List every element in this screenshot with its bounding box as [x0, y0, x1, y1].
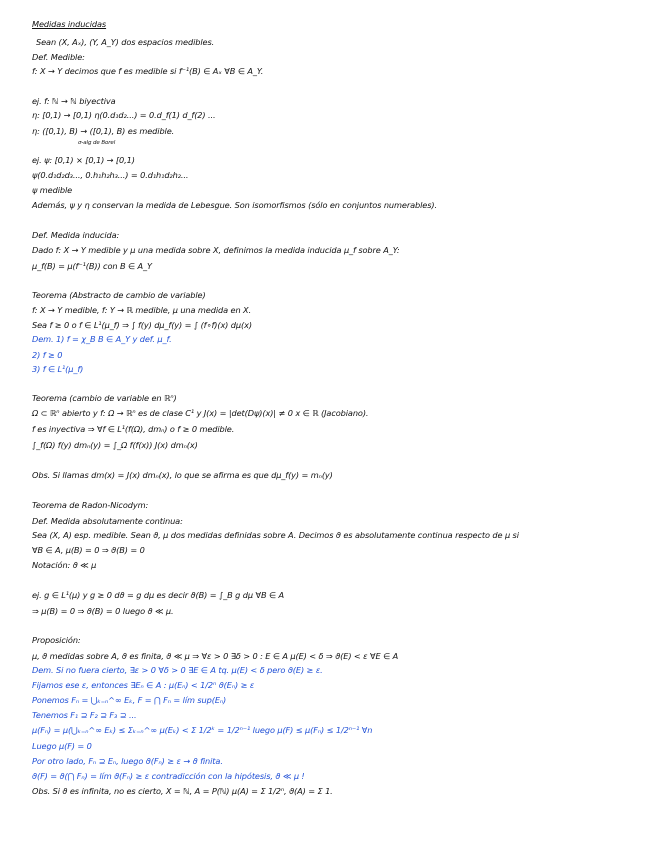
note-line: μ, ϑ medidas sobre A, ϑ es finita, ϑ ≪ μ ⇒ ∀ε > 0 ∃δ > 0 : E ∈ A μ(E) < δ ⇒ ϑ(E) < ε ∀E ∈ A — [32, 651, 399, 661]
note-line: ej. f: ℕ → ℕ biyectiva — [32, 96, 116, 106]
note-line: Teorema (cambio de variable en ℝⁿ) — [32, 393, 177, 403]
note-line: ψ medible — [32, 185, 73, 195]
note-line: Además, ψ y η conservan la medida de Lebesgue. Son isomorfismos (sólo en conjuntos numerables). — [32, 200, 437, 210]
note-line: ϑ(F) = ϑ(⋂ Fₙ) = lím ϑ(Fₙ) ≥ ε contradicción con la hipótesis, ϑ ≪ μ ! — [32, 771, 305, 781]
note-line: Def. Medible: — [32, 52, 85, 62]
note-line: Por otro lado, Fₙ ⊇ Eₙ, luego ϑ(Fₙ) ≥ ε → ϑ finita. — [32, 756, 223, 766]
note-line: Teorema de Radon-Nicodym: — [32, 500, 149, 510]
note-line: Obs. Si ϑ es infinita, no es cierto, X = ℕ, A = P(ℕ) μ(A) = Σ 1/2ⁿ, ϑ(A) = Σ 1. — [32, 786, 333, 796]
note-line: Sea f ≥ 0 o f ∈ L¹(μ_f) ⇒ ∫ f(y) dμ_f(y) = ∫ (f∘f)(x) dμ(x) — [32, 320, 252, 330]
note-line: Dado f: X → Y medible y μ una medida sobre X, definimos la medida inducida μ_f sobre A_Y: — [32, 245, 400, 255]
note-line: Def. Medida absolutamente continua: — [32, 516, 183, 526]
note-line: Notación: ϑ ≪ μ — [32, 560, 97, 570]
note-line: f es inyectiva ⇒ ∀f ∈ L¹(f(Ω), dmₙ) o f ≥ 0 medible. — [32, 424, 235, 434]
note-line: ⇒ μ(B) = 0 ⇒ ϑ(B) = 0 luego ϑ ≪ μ. — [32, 606, 174, 616]
note-line: Proposición: — [32, 635, 81, 645]
note-line: Fijamos ese ε, entonces ∃Eₙ ∈ A : μ(Eₙ) < 1/2ⁿ ϑ(Eₙ) ≥ ε — [32, 680, 255, 690]
note-line: Sea (X, A) esp. medible. Sean ϑ, μ dos medidas definidas sobre A. Decimos ϑ es absolutamente continua respecto de μ si — [32, 530, 519, 540]
note-line: f: X → Y decimos que f es medible si f⁻¹(B) ∈ Aₓ ∀B ∈ A_Y. — [32, 66, 264, 76]
note-line: Ponemos Fₙ = ⋃ₖ₌ₙ^∞ Eₖ, F = ⋂ Fₙ = lím sup(Eₙ) — [32, 695, 227, 705]
note-line: σ-alg de Borel — [78, 140, 116, 146]
note-line: Sean (X, Aₓ), (Y, A_Y) dos espacios medibles. — [36, 37, 215, 47]
note-line: ej. g ∈ L¹(μ) y g ≥ 0 dϑ = g dμ es decir ϑ(B) = ∫_B g dμ ∀B ∈ A — [32, 590, 285, 600]
note-line: Teorema (Abstracto de cambio de variable) — [32, 290, 206, 300]
note-line: η: [0,1) → [0,1) η(0.d₁d₂...) = 0.d_f(1) d_f(2) ... — [32, 110, 216, 120]
note-line: Luego μ(F) = 0 — [32, 741, 92, 751]
note-line: 2) f ≥ 0 — [32, 350, 63, 360]
note-line: η: ([0,1), B) → ([0,1), B) es medible. — [32, 126, 175, 136]
note-line: 3) f ∈ L¹(μ_f) — [32, 364, 84, 374]
note-line: f: X → Y medible, f: Y → ℝ medible, μ una medida en X. — [32, 305, 252, 315]
note-line: Obs. Si llamas dm(x) = J(x) dmₙ(x), lo que se afirma es que dμ_f(y) = mₙ(y) — [32, 470, 333, 480]
note-line: Dem. 1) f = χ_B B ∈ A_Y y def. μ_f. — [32, 334, 172, 344]
note-line: μ_f(B) = μ(f⁻¹(B)) con B ∈ A_Y — [32, 261, 152, 271]
note-line: Medidas inducidas — [32, 19, 107, 29]
note-line: μ(Fₙ) = μ(⋃ₖ₌ₙ^∞ Eₖ) ≤ Σₖ₌ₙ^∞ μ(Eₖ) < Σ 1/2ᵏ = 1/2ⁿ⁻¹ luego μ(F) ≤ μ(Fₙ) ≤ 1/2ⁿ⁻¹ ∀n — [32, 725, 373, 735]
note-line: Ω ⊂ ℝⁿ abierto y f: Ω → ℝⁿ es de clase C¹ y J(x) = |det(Dψ)(x)| ≠ 0 x ∈ ℝ (Jacobiano). — [32, 408, 369, 418]
note-line: Tenemos F₁ ⊇ F₂ ⊇ F₃ ⊇ ... — [32, 710, 137, 720]
note-line: Def. Medida inducida: — [32, 230, 120, 240]
note-line: ∀B ∈ A, μ(B) = 0 ⇒ ϑ(B) = 0 — [32, 545, 145, 555]
note-line: ψ(0.d₁d₂d₃..., 0.h₁h₂h₃...) = 0.d₁h₁d₂h₂... — [32, 170, 189, 180]
note-line: Dem. Si no fuera cierto, ∃ε > 0 ∀δ > 0 ∃E ∈ A tq. μ(E) < δ pero ϑ(E) ≥ ε. — [32, 665, 323, 675]
note-line: ej. ψ: [0,1) × [0,1) → [0,1) — [32, 155, 135, 165]
note-line: ∫_f(Ω) f(y) dmₙ(y) = ∫_Ω f(f(x)) J(x) dmₙ(x) — [32, 440, 198, 450]
